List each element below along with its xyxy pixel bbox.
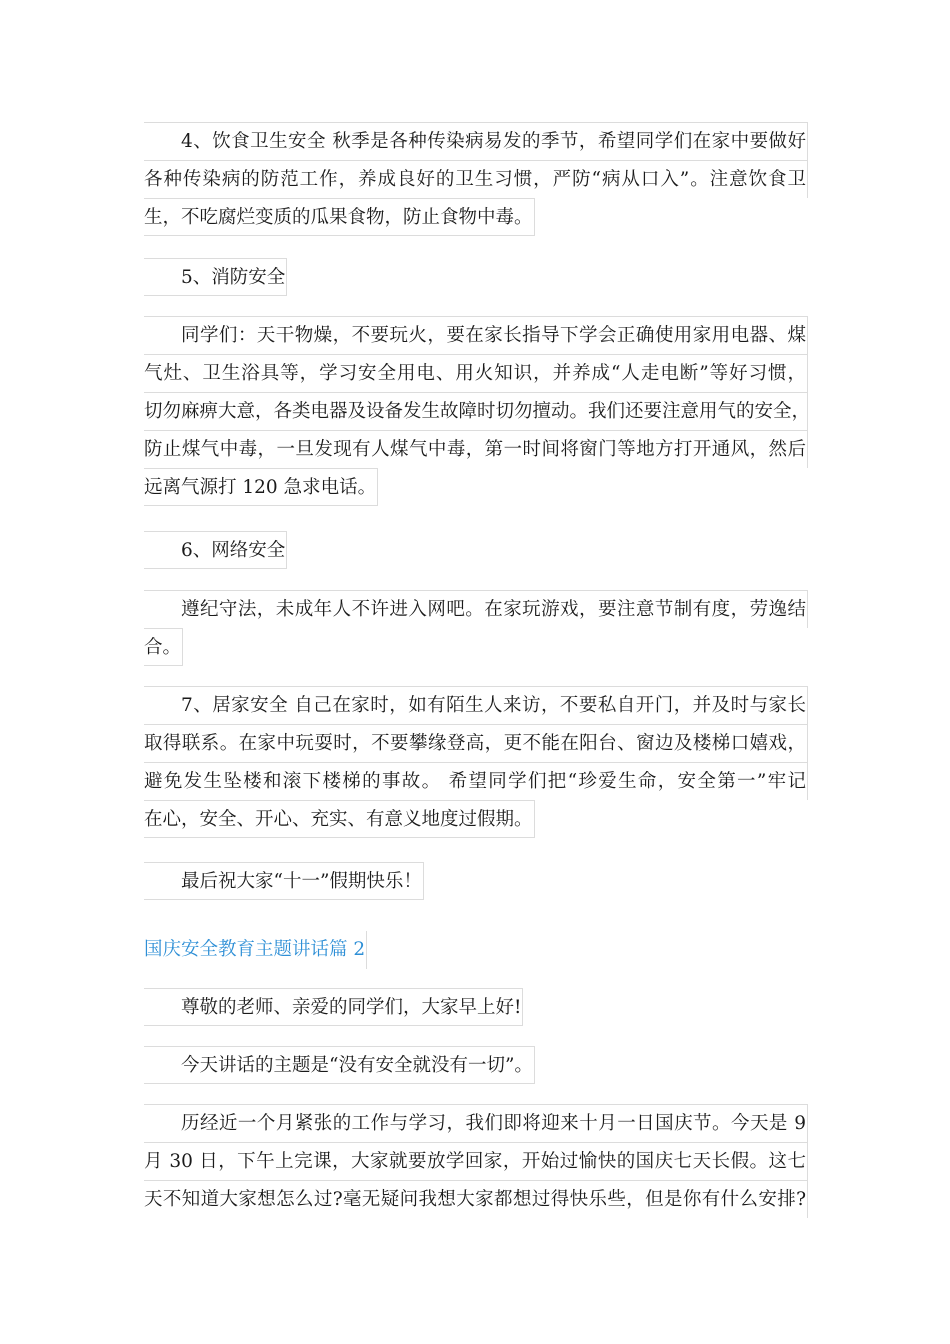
text-line: 今天讲话的主题是“没有安全就没有一切”。	[144, 1046, 535, 1084]
text-line: 取得联系。在家中玩耍时，不要攀缘登高，更不能在阳台、窗边及楼梯口嬉戏，	[144, 724, 808, 762]
text-line: 遵纪守法，未成年人不许进入网吧。在家玩游戏，要注意节制有度，劳逸结	[144, 590, 808, 628]
text-line: 尊敬的老师、亲爱的同学们，大家早上好!	[144, 988, 523, 1026]
text-line: 各种传染病的防范工作，养成良好的卫生习惯，严防“病从口入”。注意饮食卫	[144, 160, 808, 198]
text-line: 远离气源打 120 急求电话。	[144, 468, 378, 506]
paragraph-holiday-intro	[144, 1104, 808, 1218]
text-line: 避免发生坠楼和滚下楼梯的事故。 希望同学们把“珍爱生命，安全第一”牢记	[144, 762, 808, 800]
text-line: 同学们：天干物燥，不要玩火，要在家长指导下学会正确使用家用电器、煤	[144, 316, 808, 354]
text-line: 天不知道大家想怎么过?毫无疑问我想大家都想过得快乐些，但是你有什么安排?	[144, 1180, 808, 1218]
paragraph-home-safety	[144, 686, 808, 838]
paragraph-closing-wish	[144, 862, 808, 900]
text-line: 气灶、卫生浴具等，学习安全用电、用火知识，并养成“人走电断”等好习惯，	[144, 354, 808, 392]
text-line: 历经近一个月紧张的工作与学习，我们即将迎来十月一日国庆节。今天是 9	[144, 1104, 808, 1142]
text-line: 4、饮食卫生安全 秋季是各种传染病易发的季节，希望同学们在家中要做好	[144, 122, 808, 160]
section-heading: 国庆安全教育主题讲话篇 2	[144, 931, 367, 969]
text-line: 7、居家安全 自己在家时，如有陌生人来访，不要私自开门，并及时与家长	[144, 686, 808, 724]
text-line: 最后祝大家“十一”假期快乐！	[144, 862, 424, 900]
text-line: 6、网络安全	[144, 531, 287, 569]
paragraph-network-safety	[144, 590, 808, 666]
text-line: 防止煤气中毒，一旦发现有人煤气中毒，第一时间将窗门等地方打开通风，然后	[144, 430, 808, 468]
paragraph-greeting	[144, 988, 808, 1026]
paragraph-food-safety	[144, 122, 808, 236]
paragraph-fire-safety	[144, 316, 811, 506]
paragraph-speech-topic	[144, 1046, 808, 1084]
text-line: 5、消防安全	[144, 258, 287, 296]
text-line: 在心，安全、开心、充实、有意义地度过假期。	[144, 800, 535, 838]
paragraph-fire-safety-title	[144, 258, 808, 296]
text-line: 合。	[144, 628, 183, 666]
text-line: 生，不吃腐烂变质的瓜果食物，防止食物中毒。	[144, 198, 535, 236]
text-line: 切勿麻痹大意，各类电器及设备发生故障时切勿擅动。我们还要注意用气的安全，	[144, 392, 808, 430]
paragraph-network-safety-title	[144, 531, 808, 569]
text-line: 月 30 日，下午上完课，大家就要放学回家，开始过愉快的国庆七天长假。这七	[144, 1142, 808, 1180]
